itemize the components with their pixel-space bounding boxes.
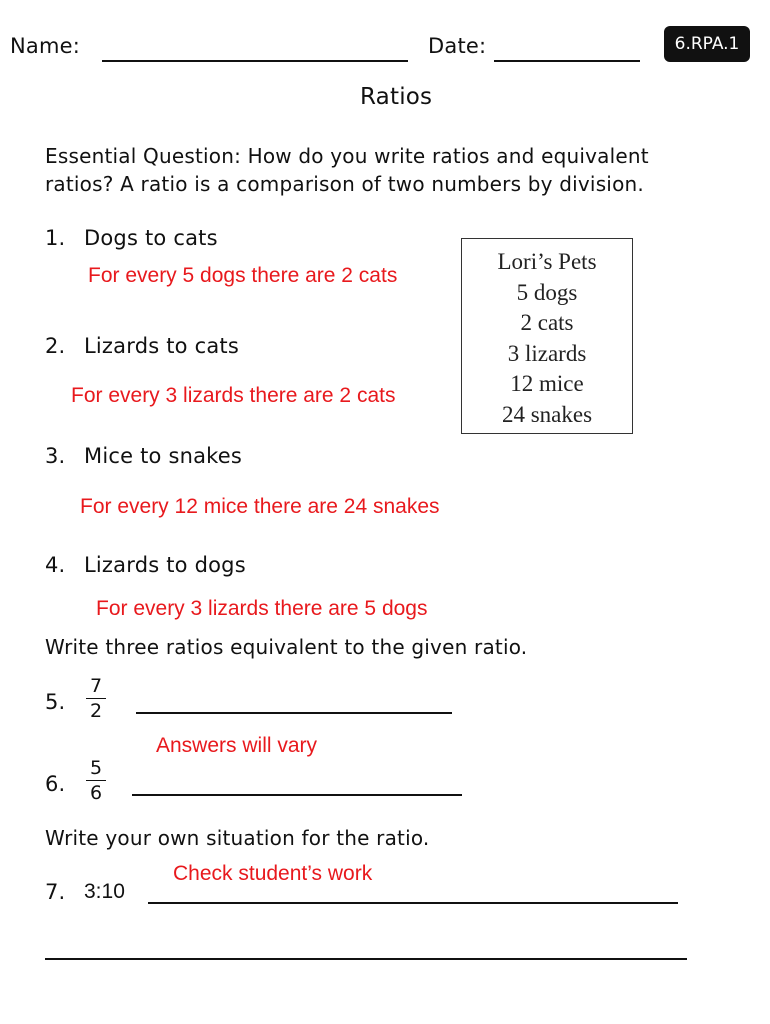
essential-question-line1: Essential Question: How do you write ratios and equivalent [45, 144, 649, 168]
question-5-answer-blank[interactable] [136, 712, 452, 714]
question-7-number: 7. [45, 880, 66, 904]
equivalent-answer: Answers will vary [156, 734, 318, 757]
date-label: Date: [428, 34, 487, 58]
question-1-answer: For every 5 dogs there are 2 cats [88, 264, 398, 287]
question-4-prompt: Lizards to dogs [84, 553, 246, 577]
question-2-prompt: Lizards to cats [84, 334, 239, 358]
situation-instruction: Write your own situation for the ratio. [45, 826, 430, 850]
question-6-fraction [86, 757, 106, 804]
question-7-ratio: 3:10 [84, 880, 125, 903]
loris-pets-box [461, 238, 633, 434]
pets-box-title: Lori’s Pets [497, 249, 597, 274]
question-7-answer-blank-line2[interactable] [45, 958, 687, 960]
situation-answer: Check student’s work [173, 862, 373, 885]
name-label: Name: [10, 34, 81, 58]
pets-item-cats: 2 cats [520, 310, 574, 336]
pets-item-snakes: 24 snakes [501, 401, 593, 427]
equivalent-instruction: Write three ratios equivalent to the given ratio. [45, 635, 528, 659]
question-5-denominator: 2 [89, 700, 103, 722]
question-3-prompt: Mice to snakes [84, 444, 243, 468]
date-blank[interactable] [494, 60, 640, 62]
question-4-number: 4. [45, 553, 66, 577]
question-5-number: 5. [45, 690, 66, 714]
question-6-number: 6. [45, 772, 66, 796]
fraction-bar [86, 780, 106, 781]
question-4-answer: For every 3 lizards there are 5 dogs [96, 597, 428, 620]
question-2-number: 2. [45, 334, 66, 358]
fraction-bar [86, 698, 106, 699]
question-6-answer-blank[interactable] [132, 794, 462, 796]
question-5-fraction [86, 675, 106, 722]
standard-badge: 6.RPA.1 [664, 26, 750, 62]
question-5-numerator: 7 [89, 675, 103, 697]
question-6-denominator: 6 [89, 782, 103, 804]
pets-item-lizards: 3 lizards [507, 340, 587, 366]
question-7-answer-blank[interactable] [148, 902, 678, 904]
question-6-numerator: 5 [89, 757, 103, 779]
question-1-number: 1. [45, 226, 66, 250]
essential-question-line2: ratios? A ratio is a comparison of two numbers by division. [45, 172, 644, 196]
pets-item-mice: 12 mice [510, 371, 584, 397]
question-3-answer: For every 12 mice there are 24 snakes [80, 495, 440, 518]
name-blank[interactable] [102, 60, 408, 62]
page-title: Ratios [360, 84, 433, 110]
pets-item-dogs: 5 dogs [516, 279, 578, 305]
question-1-prompt: Dogs to cats [84, 226, 218, 250]
question-2-answer: For every 3 lizards there are 2 cats [71, 384, 396, 407]
question-3-number: 3. [45, 444, 66, 468]
